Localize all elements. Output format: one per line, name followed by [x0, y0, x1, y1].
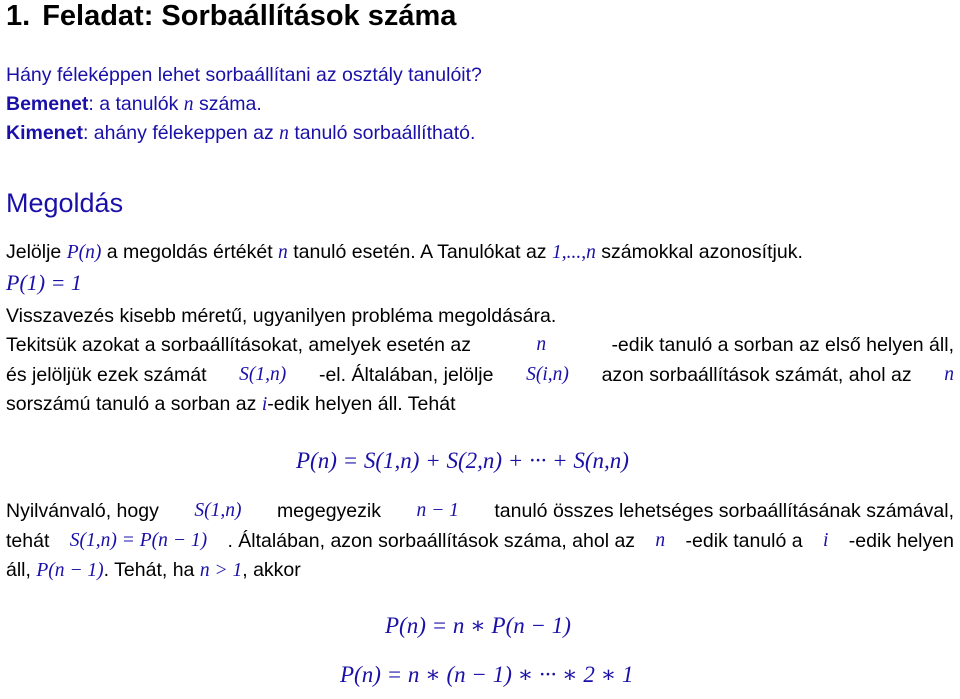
equation-factorial: P(n) = n ∗ (n − 1) ∗ ··· ∗ 2 ∗ 1: [340, 662, 634, 687]
equation-recurrence: P(n) = n ∗ P(n − 1): [385, 613, 571, 638]
math-n-minus-1: n − 1: [416, 500, 459, 521]
solution-heading: Megoldás: [6, 188, 124, 218]
solution-paragraph-3-line-3: sorszámú tanuló a sorban az i-edik helyen áll. Tehát: [6, 393, 456, 415]
math-n: n: [278, 242, 288, 263]
solution-paragraph-4-line-2: tehát S(1,n) = P(n − 1) . Általában, azon sorbaállítások száma, ahol az n -edik tanuló a i -edik helyen: [6, 530, 954, 552]
math-n: n: [183, 94, 194, 115]
math-base-case: P(1) = 1: [6, 270, 82, 295]
input-label: Bemenet: [6, 93, 89, 115]
math-s-equals-p: S(1,n) = P(n − 1): [69, 530, 208, 551]
math-s-1-n: S(1,n): [194, 500, 242, 521]
math-p-of-n: P(n): [66, 242, 102, 263]
math-i: i: [261, 394, 268, 415]
math-n-greater-1: n > 1: [199, 560, 243, 581]
output-label: Kimenet: [6, 122, 83, 144]
base-case-line: [6, 270, 82, 296]
section-number: 1.: [6, 0, 31, 32]
math-s-1-n: S(1,n): [239, 364, 287, 385]
solution-paragraph-3-line-2: és jelöljük ezek számát S(1,n) -el. Általában, jelölje S(i,n) azon sorbaállítások számát, ahol az n: [6, 364, 954, 386]
section-title-text: Feladat: Sorbaállítások száma: [42, 0, 457, 32]
output-line: Kimenet: ahány félekeppen az n tanuló sorbaállítható.: [6, 122, 476, 144]
math-n: n: [655, 530, 666, 551]
math-n: n: [944, 364, 954, 385]
section-title: [6, 0, 456, 33]
math-n: n: [279, 123, 289, 144]
solution-paragraph-4-line-3: áll, P(n − 1). Tehát, ha n > 1, akkor: [6, 559, 301, 581]
math-s-i-n: S(i,n): [526, 364, 569, 385]
solution-paragraph-2: Visszavezés kisebb méretű, ugyanilyen probléma megoldására.: [6, 305, 557, 327]
math-range: 1,...,n: [551, 242, 596, 263]
solution-paragraph-4-line-1: Nyilvánvaló, hogy S(1,n) megegyezik n − 1 tanuló összes lehetséges sorbaállításának számával,: [6, 500, 954, 522]
solution-paragraph-3-line-1: Tekitsük azokat a sorbaállításokat, amelyek esetén az n -edik tanuló a sorban az első helyen áll,: [6, 334, 954, 356]
equation-sum: P(n) = S(1,n) + S(2,n) + ··· + S(n,n): [296, 448, 629, 473]
math-p-n-minus-1: P(n − 1): [36, 560, 104, 581]
math-i: i: [823, 530, 829, 551]
solution-paragraph-1: Jelölje P(n) a megoldás értékét n tanuló esetén. A Tanulókat az 1,...,n számokkal azonosítjuk.: [6, 241, 803, 263]
input-line: Bemenet: a tanulók n száma.: [6, 93, 262, 115]
intro-question: Hány féleképpen lehet sorbaállítani az osztály tanulóit?: [6, 64, 482, 86]
math-n: n: [536, 334, 547, 355]
